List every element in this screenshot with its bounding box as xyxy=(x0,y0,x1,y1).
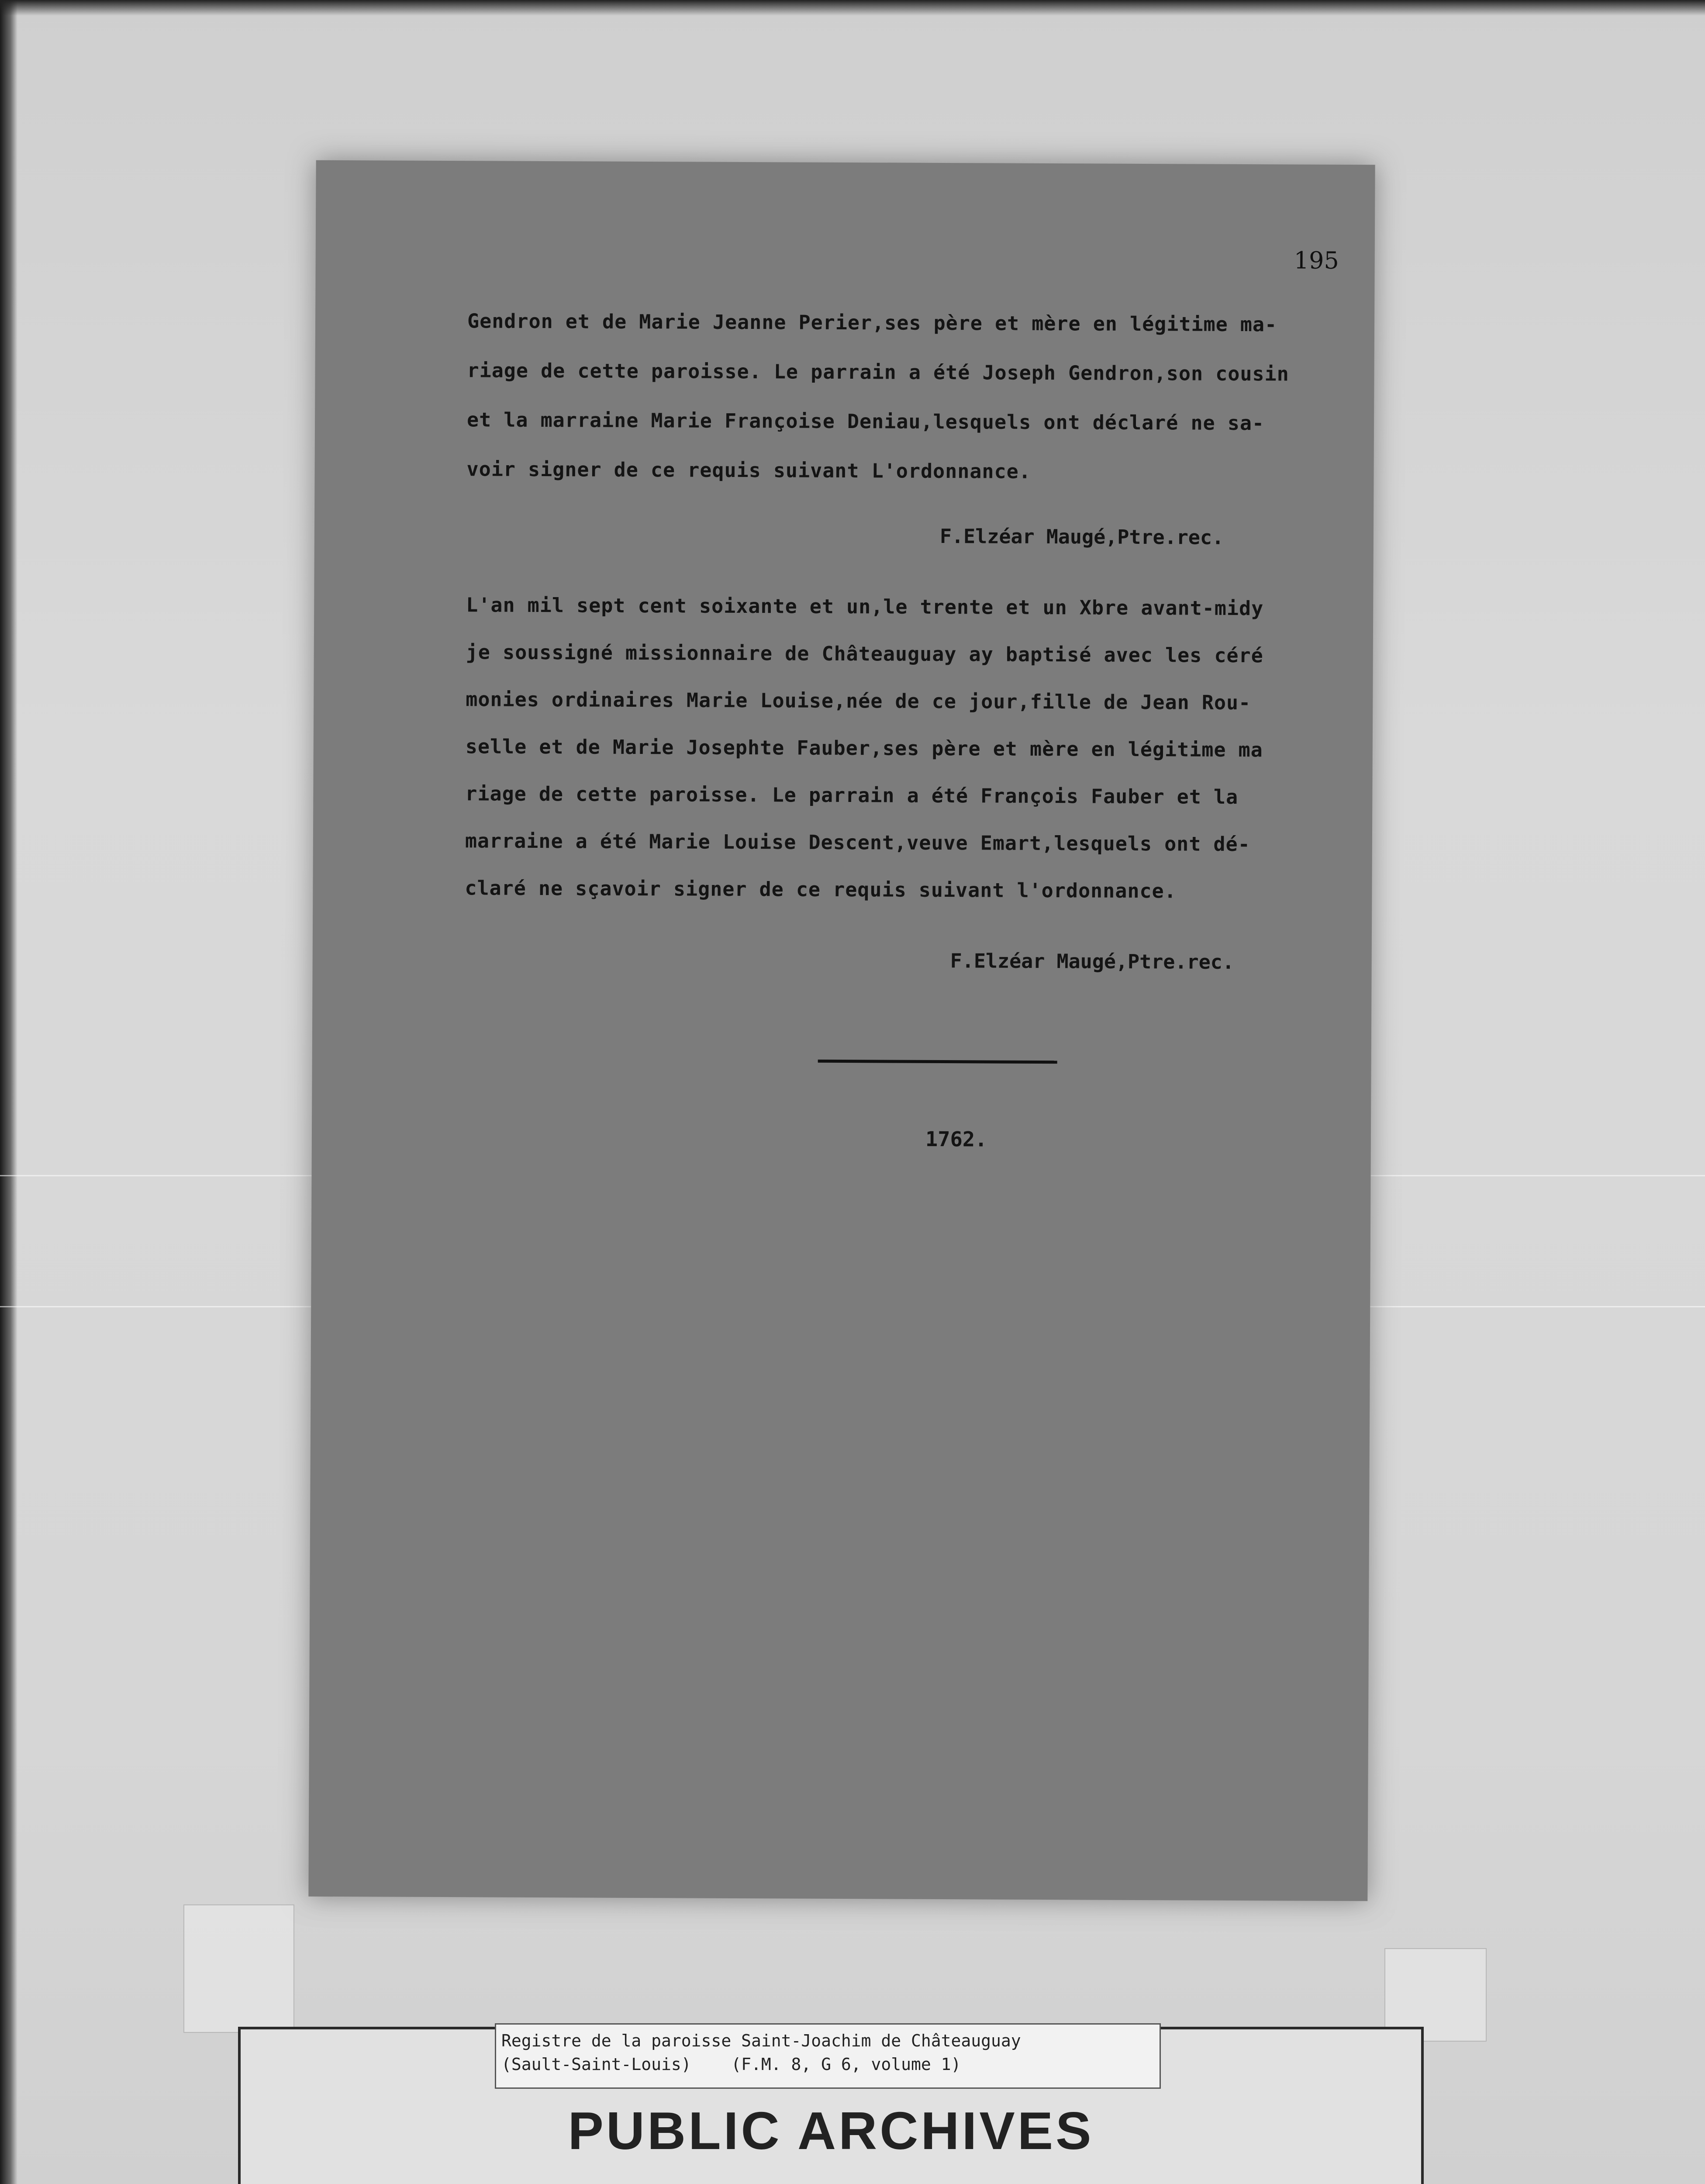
paragraph-2-line: L'an mil sept cent soixante et un,le trente et un Xbre avant-midy xyxy=(466,593,1264,620)
paragraph-1-line: riage de cette paroisse. Le parrain a été Joseph Gendron,son cousin xyxy=(467,359,1289,386)
paragraph-1 xyxy=(466,309,1289,483)
year-heading: 1762. xyxy=(925,1127,987,1152)
page-number: 195 xyxy=(1294,246,1339,274)
paragraph-2-line: selle et de Marie Josephte Fauber,ses père et mère en légitime ma xyxy=(465,735,1263,762)
typed-register-page xyxy=(308,160,1375,1901)
register-line-1: Registre de la paroisse Saint-Joachim de Châteauguay xyxy=(501,2031,1021,2050)
archive-title-en: PUBLIC ARCHIVES xyxy=(568,2101,1094,2160)
paragraph-2-line: riage de cette paroisse. Le parrain a été François Fauber et la xyxy=(465,782,1239,809)
paragraph-1-line: et la marraine Marie Françoise Deniau,lesquels ont déclaré ne sa- xyxy=(466,408,1265,435)
register-reference-slip xyxy=(495,2023,1161,2089)
paragraph-1-line: Gendron et de Marie Jeanne Perier,ses père et mère en légitime ma- xyxy=(467,309,1277,336)
paragraph-2-line: je soussigné missionnaire de Châteauguay ay baptisé avec les céré xyxy=(466,640,1263,667)
film-edge-top xyxy=(0,0,1705,16)
section-divider xyxy=(818,1060,1057,1064)
signature-2: F.Elzéar Maugé,Ptre.rec. xyxy=(950,949,1235,974)
paragraph-2-line: claré ne sçavoir signer de ce requis suivant l'ordonnance. xyxy=(465,876,1177,903)
register-line-2: (Sault-Saint-Louis) (F.M. 8, G 6, volume 1) xyxy=(501,2055,961,2074)
paragraph-2-line: monies ordinaires Marie Louise,née de ce jour,fille de Jean Rou- xyxy=(466,688,1251,715)
paragraph-1-line: voir signer de ce requis suivant L'ordonnance. xyxy=(466,457,1031,483)
film-edge xyxy=(0,0,17,2184)
tape-strip xyxy=(183,1904,294,2033)
signature-1: F.Elzéar Maugé,Ptre.rec. xyxy=(939,524,1224,549)
paragraph-2 xyxy=(465,593,1264,903)
paragraph-2-line: marraine a été Marie Louise Descent,veuve Emart,lesquels ont dé- xyxy=(465,829,1250,856)
